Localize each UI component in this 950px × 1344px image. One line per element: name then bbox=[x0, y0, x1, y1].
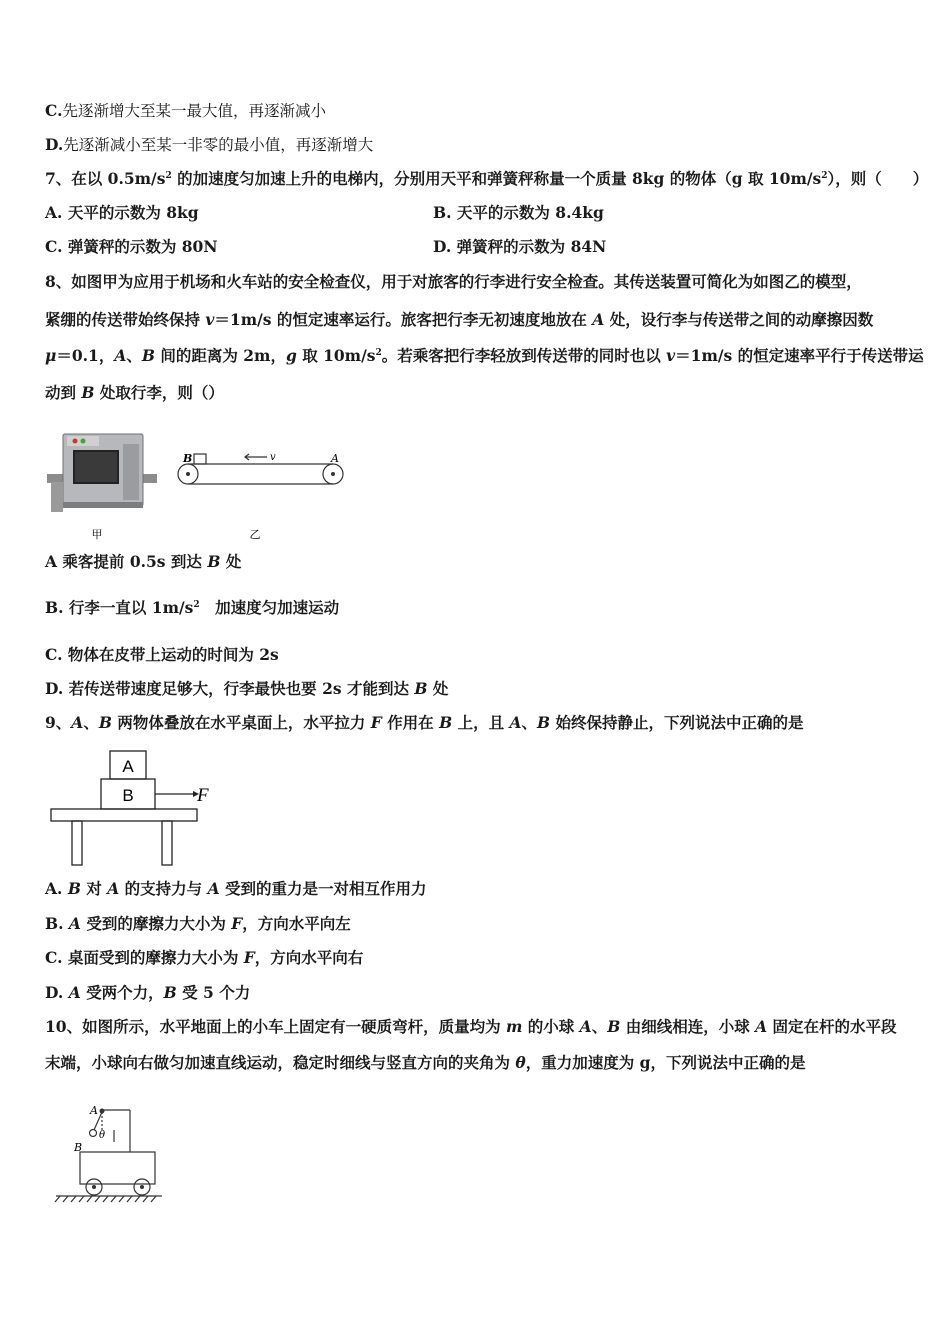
label-b: B bbox=[122, 786, 134, 805]
ball-b bbox=[90, 1130, 97, 1137]
option-label: C. bbox=[45, 101, 63, 120]
label-a: A bbox=[90, 1104, 98, 1117]
pulley-axle bbox=[186, 472, 190, 476]
q10-stem-line2: 末端，小球向右做匀加速直线运动，稳定时细线与竖直方向的夹角为 θ，重力加速度为 g，下列说法中正确的是 bbox=[45, 1053, 806, 1072]
q6-option-d bbox=[45, 134, 373, 156]
q7-option-d: D. 弹簧秤的示数为 84N bbox=[433, 237, 607, 256]
q8-stem-line3: μ＝0.1，A、B 间的距离为 2m，g 取 $10m/s^2$。若乘客把行李轻放到传送带的同时也以 v＝1m/s 的恒定速率平行于传送带运 bbox=[45, 346, 924, 365]
table-leg bbox=[162, 821, 172, 865]
q8-option-d: D. 若传送带速度足够大，行李最快也要 2s 才能到达 B 处 bbox=[45, 679, 449, 698]
label-b: B bbox=[74, 1141, 83, 1154]
q9-option-d: D. A 受两个力，B 受 5 个力 bbox=[45, 983, 251, 1002]
wheel-hub bbox=[140, 1185, 144, 1189]
label-a: A bbox=[331, 452, 339, 465]
q9-option-b: B. A 受到的摩擦力大小为 F，方向水平向左 bbox=[45, 914, 351, 933]
table-top bbox=[51, 809, 197, 821]
caption-jia: 甲 bbox=[91, 528, 103, 541]
conveyor-belt-diagram bbox=[178, 454, 343, 484]
option-text: 先逐渐减小至某一非零的最小值，再逐渐增大 bbox=[63, 136, 374, 154]
label-v: v bbox=[270, 452, 276, 463]
label-b: B bbox=[183, 452, 193, 465]
q9-stem: 9、A、B 两物体叠放在水平桌面上，水平拉力 F 作用在 B 上，且 A、B 始终保持静止，下列说法中正确的是 bbox=[45, 713, 804, 732]
q10-figure bbox=[50, 1100, 165, 1210]
wheel-hub bbox=[92, 1185, 96, 1189]
label-a: A bbox=[122, 757, 134, 776]
pulley-axle bbox=[331, 472, 335, 476]
q7-option-c: C. 弹簧秤的示数为 80N bbox=[45, 237, 218, 256]
q9-option-a: A. B 对 A 的支持力与 A 受到的重力是一对相互作用力 bbox=[45, 879, 427, 898]
q7-option-a: A. 天平的示数为 8kg bbox=[45, 203, 199, 222]
ball-a bbox=[100, 1109, 105, 1114]
option-text: 先逐渐增大至某一最大值，再逐渐减小 bbox=[62, 102, 326, 120]
label-theta: θ bbox=[99, 1130, 106, 1141]
q8-option-b: B. 行李一直以 $1m/s^2$ 加速度匀加速运动 bbox=[45, 598, 340, 617]
q7-option-b: B. 天平的示数为 8.4kg bbox=[433, 203, 604, 222]
q8-option-c: C. 物体在皮带上运动的时间为 2s bbox=[45, 645, 279, 664]
caption-yi: 乙 bbox=[249, 528, 261, 541]
q8-stem-line1: 8、如图甲为应用于机场和火车站的安全检查仪，用于对旅客的行李进行安全检查。其传送装置可简化为如图乙的模型， bbox=[45, 272, 862, 291]
q10-stem-line1: 10、如图所示，水平地面上的小车上固定有一硬质弯杆，质量均为 m 的小球 A、B 由细线相连，小球 A 固定在杆的水平段 bbox=[45, 1017, 897, 1036]
option-label: D. bbox=[45, 135, 64, 154]
label-f: F bbox=[197, 785, 209, 806]
q8-option-a: A 乘客提前 0.5s 到达 B 处 bbox=[45, 552, 242, 571]
q7-stem: 7、在以 $0.5m/s^2$ 的加速度匀加速上升的电梯内，分别用天平和弹簧秤称量一个质量 8kg 的物体（g 取 $10m/s^2$），则（ ） bbox=[45, 169, 929, 188]
q9-option-c: C. 桌面受到的摩擦力大小为 F，方向水平向右 bbox=[45, 948, 364, 967]
q8-stem-line2: 紧绷的传送带始终保持 v＝1m/s 的恒定速率运行。旅客把行李无初速度地放在 A 处，设行李与传送带之间的动摩擦因数 bbox=[45, 310, 874, 329]
q8-figure bbox=[45, 430, 355, 542]
ground-hatching bbox=[55, 1196, 156, 1202]
q8-stem-line4: 动到 B 处取行李，则（） bbox=[45, 383, 224, 402]
table-leg bbox=[72, 821, 82, 865]
q6-option-c bbox=[45, 100, 326, 122]
xray-scanner-image bbox=[47, 434, 157, 512]
q9-figure bbox=[45, 745, 225, 869]
